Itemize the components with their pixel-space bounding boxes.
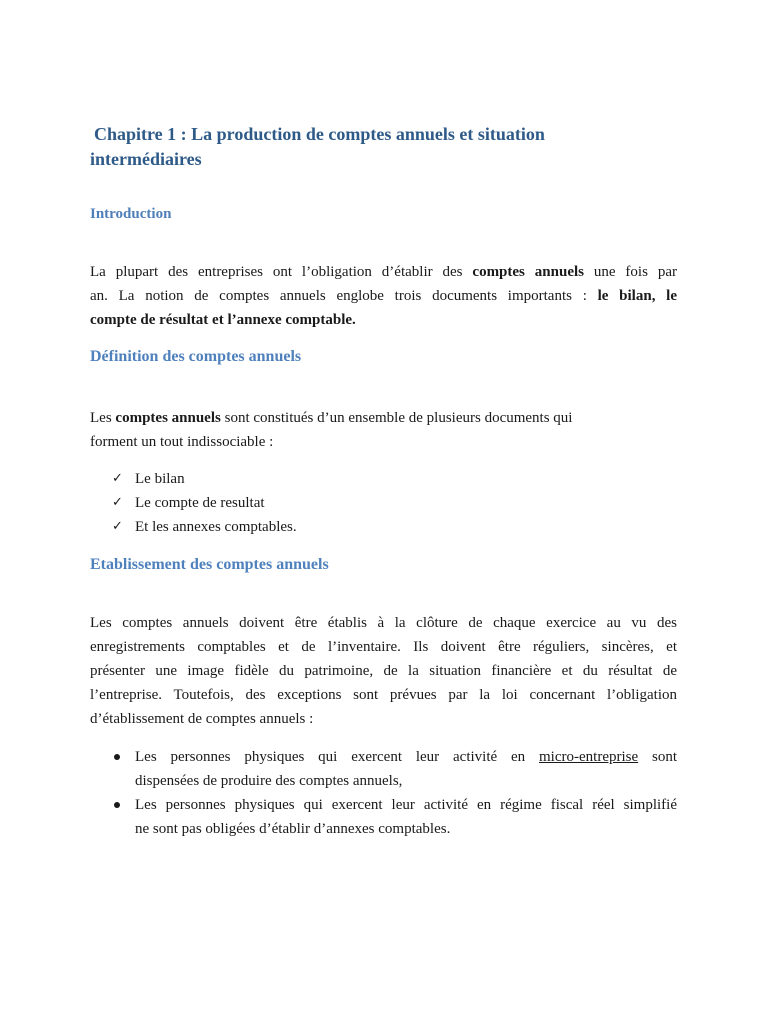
micro-entreprise-link[interactable]: micro-entreprise bbox=[539, 749, 639, 765]
definition-heading: Définition des comptes annuels bbox=[90, 348, 302, 365]
bullet-dot-icon bbox=[114, 802, 120, 808]
etablissement-line-4: l’entreprise. Toutefois, des exceptions sont prévues par la loi concernant l’obligation bbox=[90, 687, 677, 703]
exception-2-line-2: ne sont pas obligées d’établir d’annexes comptables. bbox=[135, 821, 451, 837]
chapter-title-line-2: intermédiaires bbox=[90, 149, 202, 169]
definition-checklist bbox=[112, 467, 677, 539]
chapter-title-line-1: Chapitre 1 : La production de comptes annuels et situation bbox=[94, 124, 545, 144]
introduction-line-1: La plupart des entreprises ont l’obligation d’établir des comptes annuels une fois par bbox=[90, 264, 677, 280]
exception-2-line-1: Les personnes physiques qui exercent leur activité en régime fiscal réel simplifié bbox=[135, 797, 677, 813]
introduction-paragraph bbox=[90, 260, 677, 332]
etablissement-line-2: enregistrements comptables et de l’inventaire. Ils doivent être réguliers, sincères, et bbox=[90, 639, 677, 655]
etablissement-line-5: d’établissement de comptes annuels : bbox=[90, 711, 314, 727]
check-mark-icon: ✓ bbox=[112, 519, 123, 534]
exception-1-line-1: Les personnes physiques qui exercent leur activité en micro-entreprise sont bbox=[135, 749, 677, 765]
exceptions-list bbox=[112, 745, 677, 841]
introduction-heading: Introduction bbox=[90, 206, 172, 222]
list-item bbox=[112, 793, 677, 841]
list-item: ✓ Le compte de resultat bbox=[112, 491, 677, 515]
etablissement-heading: Etablissement des comptes annuels bbox=[90, 556, 329, 573]
introduction-line-3: compte de résultat et l’annexe comptable. bbox=[90, 312, 356, 328]
list-item: ✓ Et les annexes comptables. bbox=[112, 515, 677, 539]
introduction-line-2: an. La notion de comptes annuels englobe trois documents importants : le bilan, le bbox=[90, 288, 678, 304]
list-item: ✓ Le bilan bbox=[112, 467, 677, 491]
definition-line-2: forment un tout indissociable : bbox=[90, 434, 274, 450]
bullet-dot-icon bbox=[114, 754, 120, 760]
list-item bbox=[112, 745, 677, 793]
exception-1-line-2: dispensées de produire des comptes annuels, bbox=[135, 773, 403, 789]
definition-paragraph bbox=[90, 406, 677, 454]
check-mark-icon: ✓ bbox=[112, 471, 123, 486]
check-mark-icon: ✓ bbox=[112, 495, 123, 510]
definition-line-1: Les comptes annuels sont constitués d’un ensemble de plusieurs documents qui bbox=[90, 410, 573, 426]
chapter-title bbox=[90, 122, 690, 172]
etablissement-line-3: présenter une image fidèle du patrimoine, de la situation financière et du résultat de bbox=[90, 663, 677, 679]
etablissement-line-1: Les comptes annuels doivent être établis à la clôture de chaque exercice au vu des bbox=[90, 615, 677, 631]
etablissement-paragraph bbox=[90, 611, 677, 731]
